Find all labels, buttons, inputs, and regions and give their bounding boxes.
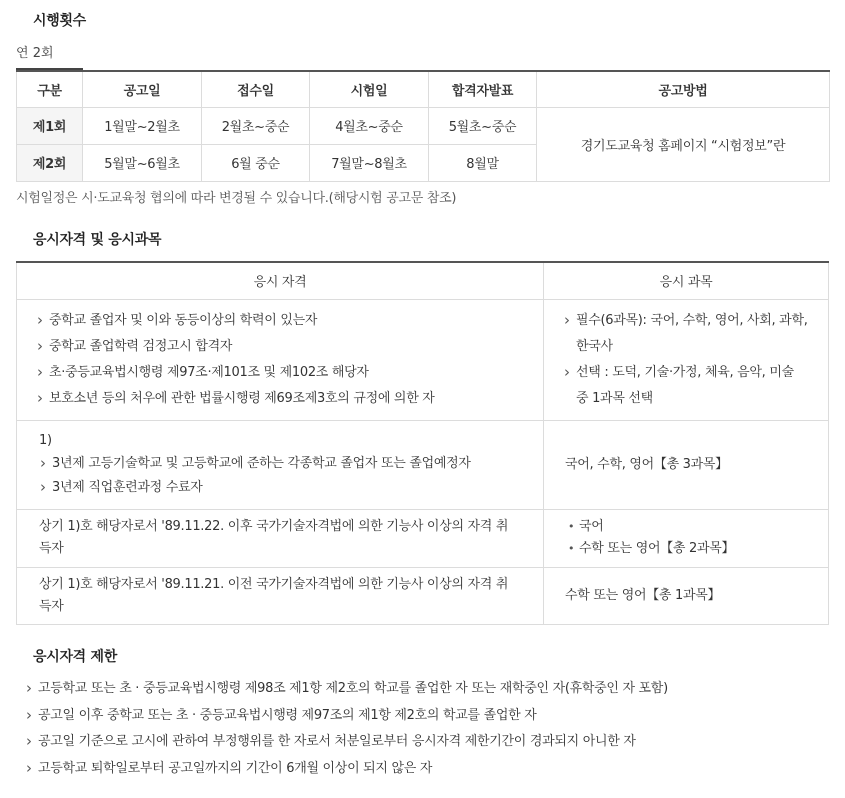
table-row — [17, 420, 829, 509]
schedule-header-cell: 공고일 — [83, 71, 202, 107]
tab-twice-yearly[interactable]: 연 2회 — [16, 42, 83, 70]
list-item: › 고등학교 또는 초 · 중등교육법시행령 제98조 제1항 제2호의 학교를 졸업한 자 또는 재학중인 자(휴학중인 자 포함) — [23, 678, 823, 705]
schedule-section-title: 시행횟수 — [33, 13, 86, 29]
list-item: › 필수(6과목): 국어, 수학, 영어, 사회, 과학, — [563, 308, 828, 334]
list-item: › 선택 : 도덕, 기술·가정, 체육, 음악, 미술 — [563, 360, 828, 386]
list-item: › 중학교 졸업학력 검정고시 합격자 — [36, 334, 543, 360]
qualification-cell — [17, 509, 544, 567]
group-prefix: 1) — [39, 432, 52, 448]
list-item: › 3년제 직업훈련과정 수료자 — [39, 476, 543, 500]
restriction-list — [23, 678, 823, 784]
list-item: • 국어 — [566, 516, 828, 538]
qualification-cell — [17, 299, 544, 420]
schedule-table — [16, 70, 830, 182]
round-label: 제2회 — [17, 144, 83, 181]
announce-date: 1월말~2월초 — [83, 107, 202, 144]
list-item: › 고등학교 퇴학일로부터 공고일까지의 기간이 6개월 이상이 되지 않은 자 — [23, 758, 823, 785]
result-date: 8월말 — [429, 144, 537, 181]
qualification-header-cell: 응시 자격 — [17, 262, 544, 299]
schedule-header-row — [17, 71, 830, 107]
schedule-header-cell: 시험일 — [310, 71, 429, 107]
qualification-cell — [17, 420, 544, 509]
schedule-header-cell: 접수일 — [202, 71, 310, 107]
subject-cell: 수학 또는 영어【총 1과목】 — [544, 567, 829, 624]
qualification-text-cont: 득자 — [39, 598, 64, 614]
qualification-header-row — [17, 262, 829, 299]
announce-method: 경기도교육청 홈페이지 “시험정보”란 — [537, 107, 830, 181]
receipt-date: 2월초~중순 — [202, 107, 310, 144]
table-row — [17, 299, 829, 420]
table-row — [17, 509, 829, 567]
qualification-table — [16, 261, 829, 625]
schedule-header-cell: 공고방법 — [537, 71, 830, 107]
announce-date: 5월말~6월초 — [83, 144, 202, 181]
result-date: 5월초~중순 — [429, 107, 537, 144]
schedule-header-cell: 합격자발표 — [429, 71, 537, 107]
table-row — [17, 567, 829, 624]
qualification-section-title: 응시자격 및 응시과목 — [33, 232, 162, 248]
list-item-continuation: 한국사 — [576, 338, 613, 354]
list-item: › 보호소년 등의 처우에 관한 법률시행령 제69조제3호의 규정에 의한 자 — [36, 386, 543, 412]
list-item: › 공고일 기준으로 고시에 관하여 부정행위를 한 자로서 처분일로부터 응시자격 제한기간이 경과되지 아니한 자 — [23, 731, 823, 758]
subject-cell — [544, 509, 829, 567]
list-item: › 초·중등교육법시행령 제97조·제101조 및 제102조 해당자 — [36, 360, 543, 386]
list-item: › 3년제 고등기술학교 및 고등학교에 준하는 각종학교 졸업자 또는 졸업예정자 — [39, 452, 543, 476]
qualification-text: 상기 1)호 해당자로서 '89.11.22. 이후 국가기술자격법에 의한 기능사 이상의 자격 취 — [39, 519, 509, 534]
schedule-note: 시험일정은 시·도교육청 협의에 따라 변경될 수 있습니다.(해당시험 공고문 참조) — [16, 191, 457, 206]
list-item: › 공고일 이후 중학교 또는 초 · 중등교육법시행령 제97조의 제1항 제2호의 학교를 졸업한 자 — [23, 705, 823, 732]
exam-date: 4월초~중순 — [310, 107, 429, 144]
qualification-text: 상기 1)호 해당자로서 '89.11.21. 이전 국가기술자격법에 의한 기능사 이상의 자격 취 — [39, 576, 509, 592]
round-label: 제1회 — [17, 107, 83, 144]
qualification-text-cont: 득자 — [39, 541, 64, 556]
qualification-cell — [17, 567, 544, 624]
list-item-continuation: 중 1과목 선택 — [576, 390, 653, 406]
receipt-date: 6월 중순 — [202, 144, 310, 181]
schedule-header-cell: 구분 — [17, 71, 83, 107]
subject-cell: 국어, 수학, 영어【총 3과목】 — [544, 420, 829, 509]
subject-cell — [544, 299, 829, 420]
list-item: • 수학 또는 영어【총 2과목】 — [566, 538, 828, 560]
subject-header-cell: 응시 과목 — [544, 262, 829, 299]
exam-date: 7월말~8월초 — [310, 144, 429, 181]
list-item: › 중학교 졸업자 및 이와 동등이상의 학력이 있는자 — [36, 308, 543, 334]
table-row — [17, 107, 830, 144]
restriction-section-title: 응시자격 제한 — [33, 649, 117, 665]
